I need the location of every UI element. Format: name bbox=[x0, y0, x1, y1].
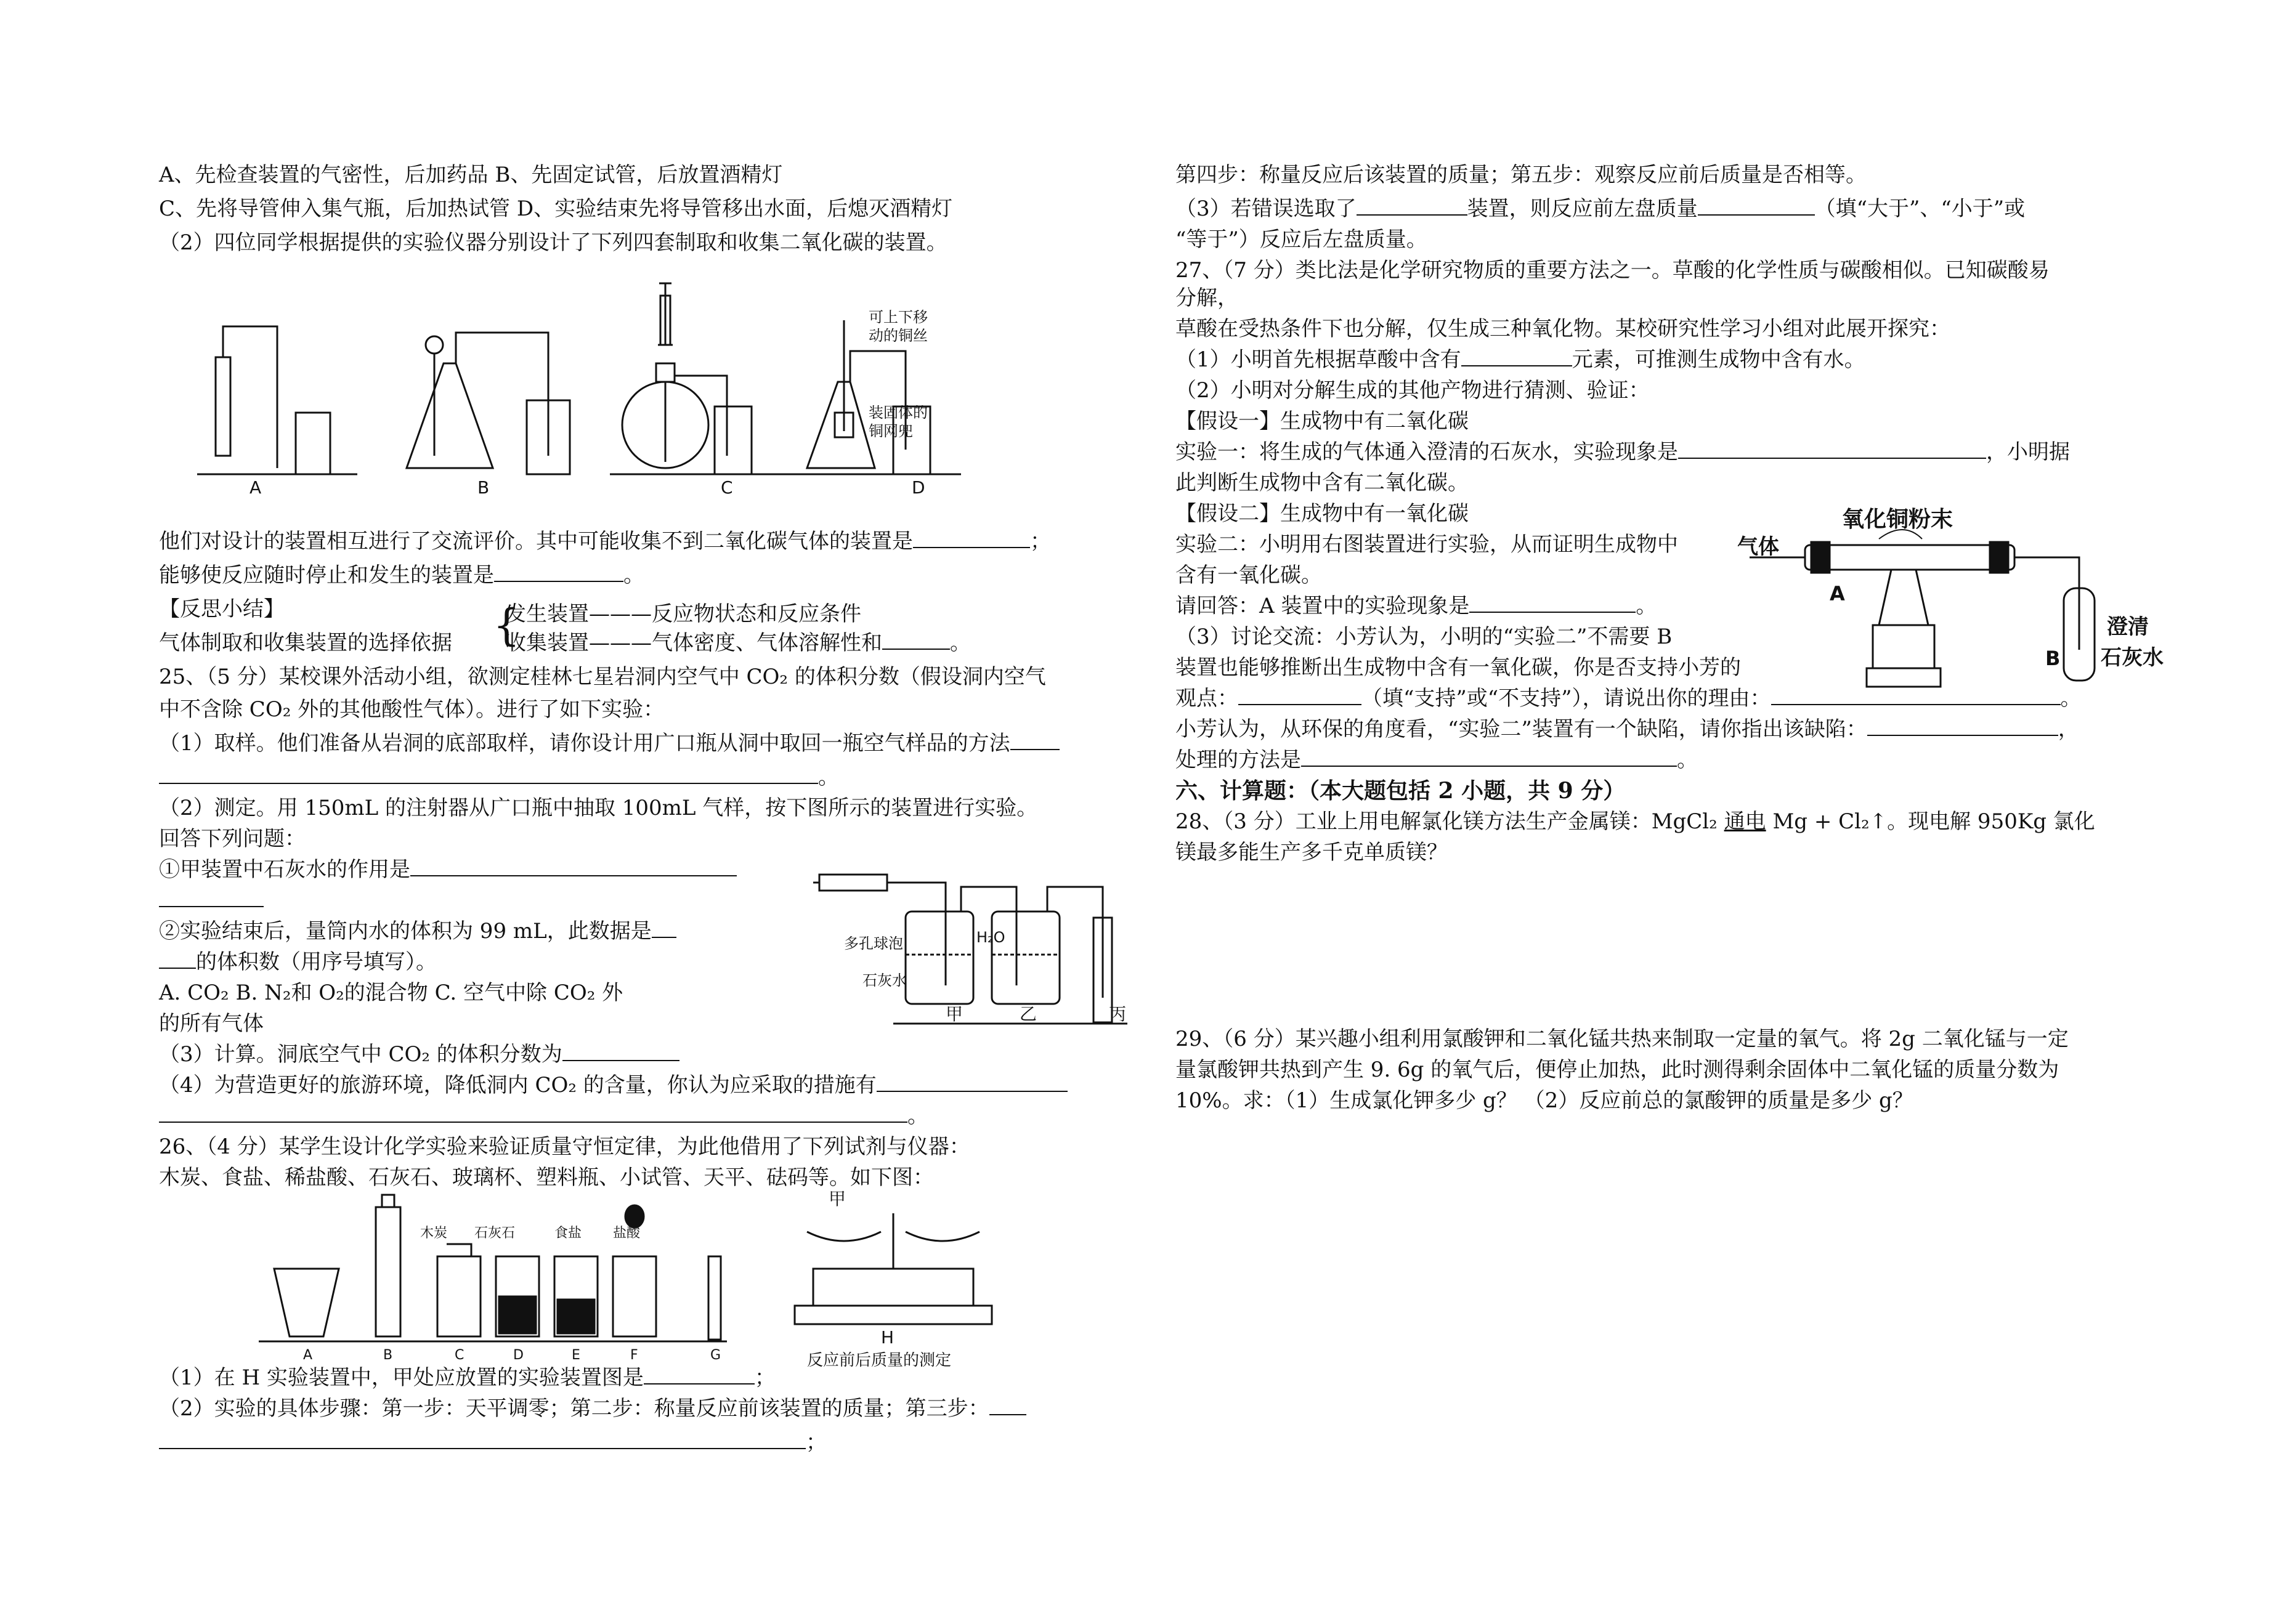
q27-3a: （3）讨论交流：小芳认为，小明的“实验二”不需要 B bbox=[1175, 625, 1673, 649]
co2-apparatus-figure bbox=[185, 271, 973, 511]
q29-line1: 29、（6 分）某兴趣小组利用氯酸钾和二氧化锰共热来制取一定量的氧气。将 2g 二氧化锰与一定 bbox=[1175, 1027, 2069, 1051]
label-h2o: H₂O bbox=[976, 929, 1005, 946]
q25-4-cont: 。 bbox=[159, 1102, 928, 1130]
fig3-label-g: G bbox=[710, 1348, 721, 1363]
fig3-label-d: D bbox=[513, 1348, 524, 1363]
q25-options2: 的所有气体 bbox=[159, 1011, 264, 1036]
label-b: B bbox=[2045, 647, 2061, 670]
label-gas: 气体 bbox=[1737, 535, 1779, 559]
q27-3f-line: 处理的方法是 。 bbox=[1175, 748, 1698, 772]
answer-blank[interactable] bbox=[1698, 196, 1815, 216]
q26-line2: 木炭、食盐、稀盐酸、石灰石、玻璃杯、塑料瓶、小试管、天平、砝码等。如下图： bbox=[159, 1165, 934, 1190]
fig1-note-mid: 装固体的 bbox=[869, 404, 928, 421]
q27-3d: （填“支持”或“不支持”），请说出你的理由： bbox=[1361, 686, 1771, 711]
step45: 第四步：称量反应后该装置的质量；第五步：观察反应前后质量是否相等。 bbox=[1175, 163, 1867, 187]
exp1-line bbox=[1175, 439, 2070, 466]
reflect-title: 【反思小结】 bbox=[159, 597, 285, 621]
q28-line1a: 28、（3 分）工业上用电解氯化镁方法生产金属镁：MgCl₂ bbox=[1175, 809, 1718, 834]
answer-blank[interactable] bbox=[1469, 593, 1636, 613]
exp1b: ，小明据 bbox=[1986, 440, 2070, 464]
q27-3e-line: 小芳认为，从环保的角度看，“实验二”装置有一个缺陷，请你指出该缺陷： ， bbox=[1175, 717, 2079, 742]
answer-line: 请回答：A 装置中的实验现象是 。 bbox=[1175, 594, 1657, 618]
label-lime-1: 澄清 bbox=[2107, 615, 2149, 639]
label-cuo: 氧化铜粉末 bbox=[1842, 507, 1953, 532]
eval-line2: 能够使反应随时停止和发生的装置是 。 bbox=[159, 563, 644, 588]
label-lime-2: 石灰水 bbox=[2101, 645, 2164, 670]
q26-2-line bbox=[159, 1395, 1026, 1422]
q27-1-line bbox=[1175, 346, 1865, 373]
hyp1: 【假设一】生成物中有二氧化碳 bbox=[1175, 409, 1469, 434]
q25-1-cont: 。 bbox=[159, 764, 839, 791]
q25-2c-line bbox=[159, 856, 737, 883]
q26-3c: （填“大于”、“小于”或 bbox=[1814, 196, 2026, 221]
q25-2a: （2）测定。用 150mL 的注射器从广口瓶中抽取 100mL 气样，按下图所示的装置进行实验。 bbox=[159, 796, 1038, 820]
exp2b: 含有一氧化碳。 bbox=[1175, 563, 1322, 588]
label-a: A bbox=[1830, 582, 1845, 605]
q25-2d-line bbox=[159, 918, 676, 945]
q25-2d: ②实验结束后，量筒内水的体积为 99 mL，此数据是 bbox=[159, 919, 652, 944]
fig1-label-b: B bbox=[477, 477, 490, 498]
answer-blank[interactable] bbox=[877, 1072, 1068, 1092]
q28-line2: 镁最多能生产多千克单质镁？ bbox=[1175, 840, 1448, 865]
answer-blank[interactable] bbox=[494, 562, 623, 582]
q2-intro: （2）四位同学根据提供的实验仪器分别设计了下列四套制取和收集二氧化碳的装置。 bbox=[159, 230, 947, 255]
fig3-label-c: C bbox=[455, 1348, 464, 1363]
fig1-label-c: C bbox=[721, 477, 733, 498]
fig2-label-jia: 甲 bbox=[946, 1004, 963, 1024]
exp1c: 此判断生成物中含有二氧化碳。 bbox=[1175, 471, 1469, 495]
q27-line2: 分解， bbox=[1175, 286, 1238, 310]
answer-blank[interactable] bbox=[652, 918, 676, 938]
q26-3d: “等于”）反应后左盘质量。 bbox=[1175, 227, 1427, 252]
answer-blank[interactable] bbox=[882, 630, 950, 650]
q27-3b: 装置也能够推断出生成物中含有一氧化碳，你是否支持小芳的 bbox=[1175, 655, 1741, 680]
answer-blank[interactable] bbox=[159, 1103, 907, 1123]
answer-blank[interactable] bbox=[989, 1396, 1026, 1415]
q25-2c: ①甲装置中石灰水的作用是 bbox=[159, 857, 410, 882]
option-ab: A、先检查装置的气密性，后加药品 B、先固定试管，后放置酒精灯 bbox=[159, 163, 783, 187]
fig2-label-yi: 乙 bbox=[1020, 1004, 1037, 1024]
answer-blank[interactable] bbox=[159, 949, 196, 969]
q26-3a: （3）若错误选取了 bbox=[1175, 196, 1357, 221]
answer-a: 请回答：A 装置中的实验现象是 bbox=[1175, 594, 1470, 618]
q26-3-line bbox=[1175, 195, 2025, 222]
fig2-label-bing: 丙 bbox=[1109, 1004, 1127, 1024]
answer-blank[interactable] bbox=[1301, 747, 1677, 767]
q26-1-line: （1）在 H 实验装置中，甲处应放置的实验装置图是 ； bbox=[159, 1365, 776, 1390]
label-porous: 多孔球泡 bbox=[844, 935, 903, 952]
q25-options: A. CO₂ B. N₂和 O₂的混合物 C. 空气中除 CO₂ 外 bbox=[159, 980, 623, 1005]
reflect-brace2-line: 收集装置———气体密度、气体溶解性和 。 bbox=[505, 631, 971, 655]
bottle-label-charcoal: 木炭 bbox=[420, 1226, 448, 1241]
exp1a: 实验一：将生成的气体通入澄清的石灰水，实验现象是 bbox=[1175, 440, 1678, 464]
answer-blank[interactable] bbox=[410, 857, 737, 876]
q28-line1 bbox=[1175, 808, 2095, 835]
fig3-label-f: F bbox=[630, 1348, 638, 1363]
q27-3cd-line: 观点： （填“支持”或“不支持”），请说出你的理由： 。 bbox=[1175, 686, 2082, 711]
balance-label-h: H bbox=[881, 1327, 894, 1348]
answer-blank[interactable] bbox=[644, 1365, 755, 1385]
eval-text1: 他们对设计的装置相互进行了交流评价。其中可能收集不到二氧化碳气体的装置是 bbox=[159, 529, 913, 554]
brace: { bbox=[493, 600, 521, 650]
q25-1-line bbox=[159, 730, 1060, 757]
fig1-note-top2: 动的铜丝 bbox=[869, 327, 928, 344]
q28-line1c: Mg + Cl₂↑。现电解 950Kg 氯化 bbox=[1772, 809, 2095, 834]
fig3-label-b: B bbox=[383, 1348, 393, 1363]
q25-3-line bbox=[159, 1041, 679, 1068]
q25-2e: 的体积数（用序号填写）。 bbox=[196, 950, 437, 974]
answer-blank[interactable] bbox=[1238, 685, 1361, 705]
q27-1: （1）小明首先根据草酸中含有 bbox=[1175, 347, 1461, 372]
q27-3f: 处理的方法是 bbox=[1175, 748, 1301, 772]
q27-1b: 元素，可推测生成物中含有水。 bbox=[1572, 347, 1865, 372]
answer-blank[interactable] bbox=[562, 1041, 679, 1061]
q28-condition: 通电 bbox=[1724, 809, 1766, 834]
q25-line1: 25、（5 分）某校课外活动小组，欲测定桂林七星岩洞内空气中 CO₂ 的体积分数（假设洞内空气 bbox=[159, 665, 1046, 689]
q25-2c-cont bbox=[159, 887, 264, 914]
q29-line3: 10%。求：（1）生成氯化钾多少 g？ （2）反应前总的氯酸钾的质量是多少 g？ bbox=[1175, 1088, 1913, 1113]
reflect-brace2: 收集装置———气体密度、气体溶解性和 bbox=[505, 631, 882, 655]
answer-blank[interactable] bbox=[1678, 439, 1986, 459]
answer-blank[interactable] bbox=[913, 528, 1030, 548]
q25-4: （4）为营造更好的旅游环境，降低洞内 CO₂ 的含量，你认为应采取的措施有 bbox=[159, 1073, 877, 1098]
eval-text2: 能够使反应随时停止和发生的装置是 bbox=[159, 563, 494, 588]
q27-line3: 草酸在受热条件下也分解，仅生成三种氧化物。某校研究性学习小组对此展开探究： bbox=[1175, 317, 1950, 341]
reflect-left: 气体制取和收集装置的选择依据 bbox=[159, 631, 452, 655]
hyp2: 【假设二】生成物中有一氧化碳 bbox=[1175, 501, 1469, 526]
bottle-label-acid: 盐酸 bbox=[613, 1226, 641, 1241]
cuo-apparatus-figure bbox=[1737, 502, 2205, 693]
label-lime: 石灰水 bbox=[862, 972, 907, 989]
fig3-label-a: A bbox=[303, 1348, 313, 1363]
q25-line2: 中不含除 CO₂ 外的其他酸性气体）。进行了如下实验： bbox=[159, 697, 665, 722]
reflect-brace1: 发生装置———反应物状态和反应条件 bbox=[505, 602, 861, 626]
fig3-label-e: E bbox=[572, 1348, 580, 1363]
q27-line1: 27、（7 分）类比法是化学研究物质的重要方法之一。草酸的化学性质与碳酸相似。已知碳酸易 bbox=[1175, 258, 2050, 283]
answer-blank[interactable] bbox=[1867, 716, 2058, 736]
fig1-note-top: 可上下移 bbox=[869, 309, 928, 326]
q27-3c: 观点： bbox=[1175, 686, 1238, 711]
q25-1: （1）取样。他们准备从岩洞的底部取样，请你设计用广口瓶从洞中取回一瓶空气样品的方法 bbox=[159, 731, 1010, 756]
fig1-label-a: A bbox=[249, 477, 262, 498]
q26-1: （1）在 H 实验装置中，甲处应放置的实验装置图是 bbox=[159, 1365, 644, 1390]
section6-heading: 六、计算题：（本大题包括 2 小题，共 9 分） bbox=[1175, 778, 1626, 804]
bottle-label-salt: 食盐 bbox=[554, 1226, 582, 1241]
answer-blank[interactable] bbox=[159, 887, 264, 907]
eval-line1: 他们对设计的装置相互进行了交流评价。其中可能收集不到二氧化碳气体的装置是 ； bbox=[159, 529, 1051, 554]
answer-blank[interactable] bbox=[159, 1429, 806, 1449]
answer-blank[interactable] bbox=[1357, 196, 1467, 216]
answer-blank[interactable] bbox=[159, 764, 818, 784]
q26-3b: 装置，则反应前左盘质量 bbox=[1467, 196, 1698, 221]
q25-2b: 回答下列问题： bbox=[159, 827, 306, 851]
option-cd: C、先将导管伸入集气瓶，后加热试管 D、实验结束先将导管移出水面，后熄灭酒精灯 bbox=[159, 196, 953, 221]
bottle-label-limestone: 石灰石 bbox=[474, 1226, 516, 1241]
q27-2: （2）小明对分解生成的其他产物进行猜测、验证： bbox=[1175, 378, 1650, 403]
answer-blank[interactable] bbox=[1010, 730, 1060, 750]
q25-4-line bbox=[159, 1072, 1068, 1099]
reagents-balance-figure bbox=[259, 1182, 1035, 1370]
q29-line2: 量氯酸钾共热到产生 9. 6g 的氧气后，便停止加热，此时测得剩余固体中二氧化锰的质量分数为 bbox=[1175, 1057, 2059, 1082]
answer-blank[interactable] bbox=[1461, 347, 1572, 366]
fig1-label-d: D bbox=[912, 477, 925, 498]
q26-line1: 26、（4 分）某学生设计化学实验来验证质量守恒定律，为此他借用了下列试剂与仪器： bbox=[159, 1134, 970, 1159]
q25-2e-line bbox=[159, 948, 437, 976]
q26-2-cont: ； bbox=[159, 1429, 827, 1456]
q27-3e: 小芳认为，从环保的角度看，“实验二”装置有一个缺陷，请你指出该缺陷： bbox=[1175, 717, 1867, 742]
fig1-note-mid2: 铜网兜 bbox=[869, 422, 913, 440]
co2-measure-figure bbox=[813, 862, 1134, 1029]
q25-3: （3）计算。洞底空气中 CO₂ 的体积分数为 bbox=[159, 1042, 562, 1067]
q26-2: （2）实验的具体步骤：第一步：天平调零；第二步：称量反应前该装置的质量；第三步： bbox=[159, 1396, 989, 1421]
exp2a: 实验二：小明用右图装置进行实验，从而证明生成物中 bbox=[1175, 532, 1678, 557]
balance-caption: 反应前后质量的测定 bbox=[807, 1351, 952, 1370]
balance-label-jia: 甲 bbox=[829, 1189, 846, 1209]
